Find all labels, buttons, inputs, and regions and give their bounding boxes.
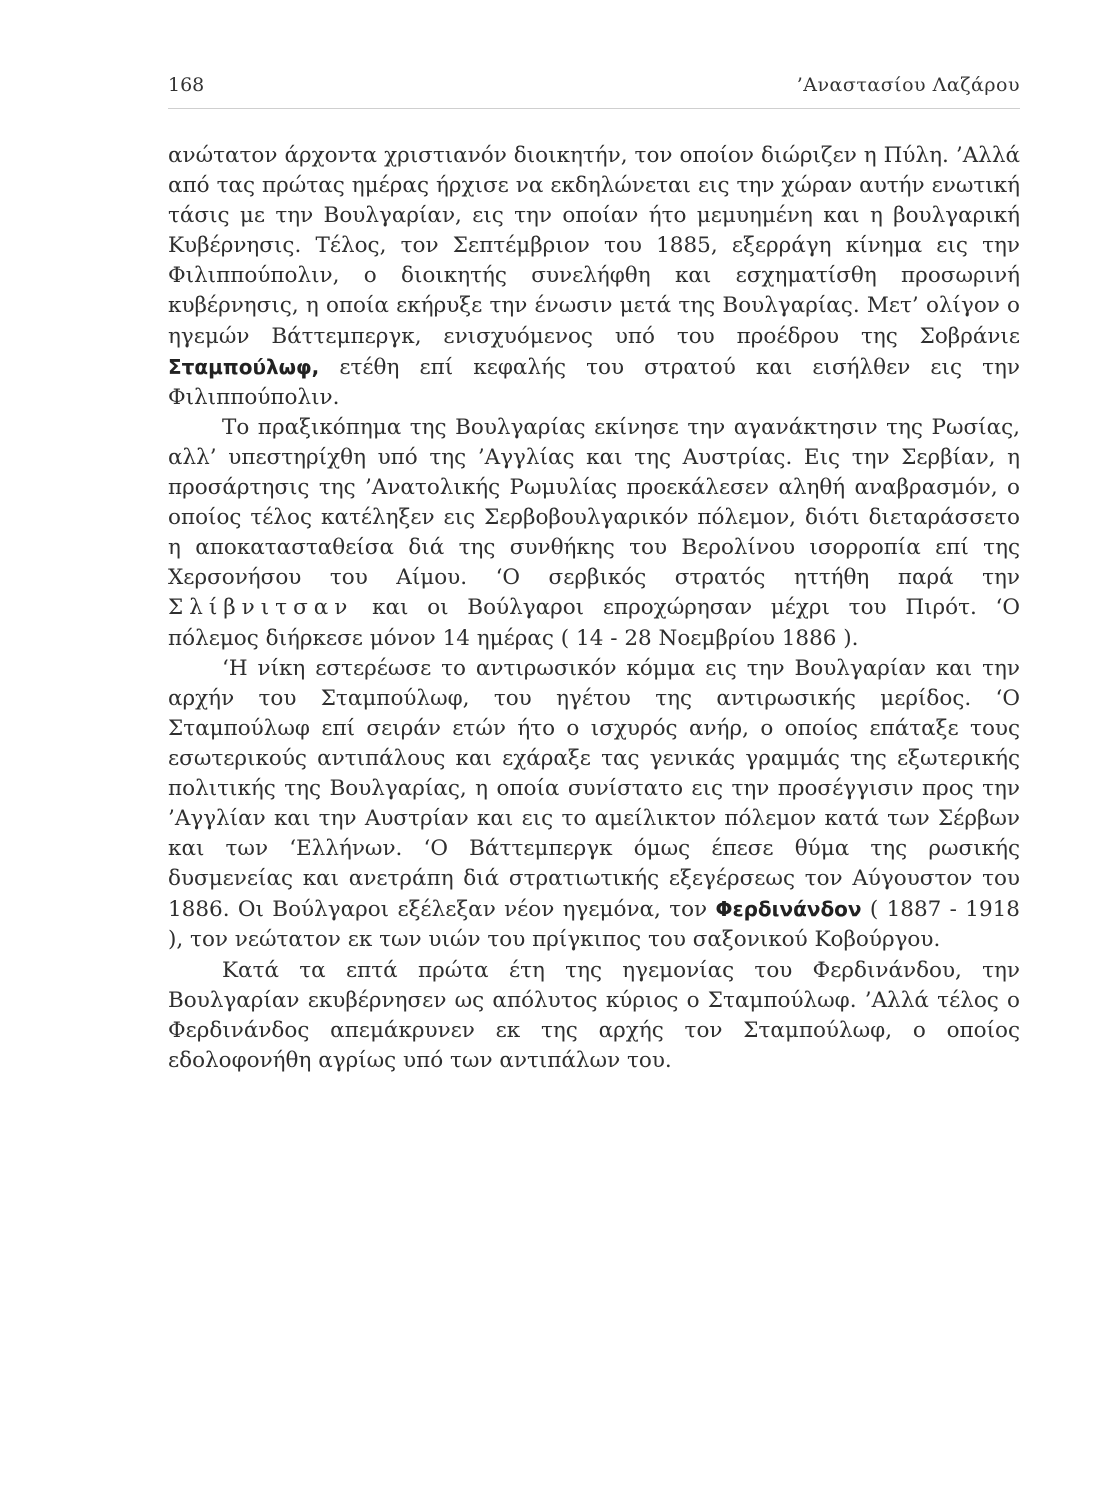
paragraph-4-text: Κατά τα επτά πρώτα έτη της ηγεμονίας του Φερδινάνδου, την Βουλγαρίαν εκυβέρνησεν ως απόλυτος κύριος ο Σταμπούλωφ. ’Αλλά τέλος ο Φερδινάνδος απεμάκρυνεν εκ της αρχής τον Σταμπούλωφ, ο οποίος εδολοφονήθη αγρίως υπό των αντιπάλων του. bbox=[168, 957, 1020, 1073]
paragraph-3-text-a: ‘Η νίκη εστερέωσε το αντιρωσικόν κόμμα εις την Βουλγαρίαν και την αρχήν του Σταμπούλωφ, του ηγέτου της αντιρωσικής μερίδος. ‘Ο Σταμπούλωφ επί σειράν ετών ήτο ο ισχυρός ανήρ, ο οποίος επάταξε τους εσωτερικούς αντιπάλους και εχάραξε τας γενικάς γραμμάς της εξωτερικής πολιτικής της Βουλγαρίας, η οποία συνίστατο εις την προσέγγισιν προς την ’Αγγλίαν και την Αυστρίαν και εις το αμείλικτον πόλεμον κατά των Σέρβων και των ‘Ελλήνων. ‘Ο Βάττεμπεργκ όμως έπεσε θύμα της ρωσικής δυσμενείας και ανετράπη διά στρατιωτικής εξεγέρσεως τον Αύγουστον του 1886. Οι Βούλγαροι εξέλεξαν νέον ηγεμόνα, τον bbox=[168, 655, 1020, 923]
paragraph-2-text-b: και οι Βούλγαροι επροχώρησαν μέχρι του Πιρότ. ‘Ο πόλεμος διήρκεσε μόνον 14 ημέρας ( 14 - 28 Νοεμβρίου 1886 ). bbox=[168, 595, 1020, 651]
paragraph-2-text-a: Το πραξικόπημα της Βουλγαρίας εκίνησε την αγανάκτησιν της Ρωσίας, αλλ’ υπεστηρίχθη υπό της ’Αγγλίας και της Αυστρίας. Εις την Σερβίαν, η προσάρτησις της ’Ανατολικής Ρωμυλίας προεκάλεσεν αληθή αναβρασμόν, ο οποίος τέλος κατέληξεν εις Σερβοβουλγαρικόν πόλεμον, διότι διεταράσσετο η αποκατασταθείσα διά της συνθήκης του Βερολίνου ισορροπία επί της Χερσονήσου του Αίμου. ‘Ο σερβικός στρατός ηττήθη παρά την bbox=[168, 414, 1020, 591]
page-header bbox=[168, 74, 1020, 106]
page-number: 168 bbox=[168, 74, 205, 96]
paragraph-1 bbox=[168, 141, 1020, 413]
paragraph-1-text-b: ετέθη επί κεφαλής του στρατού και εισήλθεν εις την Φιλιππούπολιν. bbox=[168, 354, 1020, 410]
paragraph-4 bbox=[168, 956, 1020, 1076]
paragraph-3-text-b: ( 1887 - 1918 ), τον νεώτατον εκ των υιών του πρίγκιπος του σαξονικού Κοβούργου. bbox=[168, 897, 1020, 953]
running-head: ’Αναστασίου Λαζάρου bbox=[796, 74, 1020, 96]
bold-name-stamboulov: Σταμπούλωφ, bbox=[168, 354, 320, 379]
paragraph-1-text-a: ανώτατον άρχοντα χριστιανόν διοικητήν, τον οποίον διώριζεν η Πύλη. ’Αλλά από τας πρώτας ημέρας ήρχισε να εκδηλώνεται εις την χώραν αυτήν ενωτική τάσις με την Βουλγαρίαν, εις την οποίαν ήτο μεμυημένη και η βουλγαρική Κυβέρνησις. Τέλος, τον Σεπτέμβριον του 1885, εξερράγη κίνημα εις την Φιλιππούπολιν, ο διοικητής συνελήφθη και εσχηματίσθη προσωρινή κυβέρνησις, η οποία εκήρυξε την ένωσιν μετά της Βουλγαρίας. Μετ’ ολίγον ο ηγεμών Βάττεμπεργκ, ενισχυόμενος υπό του προέδρου της Σοβράνιε bbox=[168, 143, 1020, 349]
bold-name-ferdinand: Φερδινάνδον bbox=[715, 897, 862, 922]
spaced-place-slivnitsa: Σλίβνιτσαν bbox=[168, 595, 354, 621]
body-text bbox=[168, 141, 1020, 1076]
paragraph-3 bbox=[168, 654, 1020, 956]
header-rule bbox=[168, 108, 1020, 109]
paragraph-2 bbox=[168, 413, 1020, 654]
